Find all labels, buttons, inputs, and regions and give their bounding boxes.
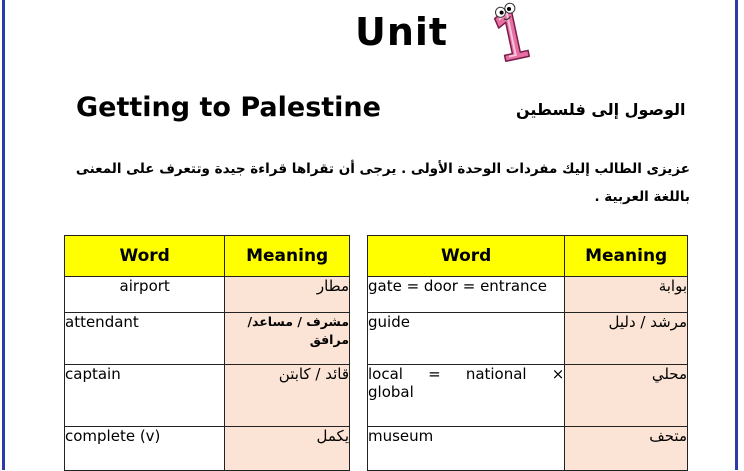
meaning-cell: مشرف / مساعد/ مرافق: [225, 313, 350, 365]
word-cell: complete (v): [65, 427, 225, 471]
word-cell: gate = door = entrance: [368, 277, 565, 313]
word-cell: museum: [368, 427, 565, 471]
word-part: global: [368, 383, 414, 401]
meaning-cell: يكمل: [225, 427, 350, 471]
lesson-title: Getting to Palestine: [76, 92, 381, 123]
table-row: [65, 427, 350, 471]
unit-title: Unit: [355, 10, 449, 54]
meaning-cell: بوابة: [565, 277, 688, 313]
table-row: [368, 277, 688, 313]
table-header-row: [65, 236, 350, 277]
word-part: =: [428, 365, 441, 383]
word-part: local: [368, 365, 403, 383]
meaning-cell: متحف: [565, 427, 688, 471]
table-row: [368, 313, 688, 365]
meaning-column-header: Meaning: [225, 236, 350, 277]
unit-number-badge-icon: [478, 2, 540, 64]
word-cell: captain: [65, 365, 225, 427]
intro-paragraph: عزيزى الطالب إليك مفردات الوحدة الأولى . يرجى أن تقراها قراءة جيدة وتتعرف على المعنى باللغة العربية .: [75, 161, 690, 205]
vocab-table-right: [367, 235, 688, 471]
vocab-table-left: [64, 235, 350, 471]
meaning-cell: مرشد / دليل: [565, 313, 688, 365]
meaning-cell: محلي: [565, 365, 688, 427]
meaning-cell: مطار: [225, 277, 350, 313]
word-cell: [368, 365, 565, 427]
table-row: [368, 427, 688, 471]
word-column-header: Word: [368, 236, 565, 277]
meaning-column-header: Meaning: [565, 236, 688, 277]
word-cell: airport: [65, 277, 225, 313]
table-row: [368, 365, 688, 427]
table-row: [65, 313, 350, 365]
word-part: national: [465, 365, 527, 383]
lesson-title-arabic: الوصول إلى فلسطين: [516, 100, 686, 119]
word-part: ×: [551, 365, 565, 383]
word-cell: guide: [368, 313, 565, 365]
table-header-row: [368, 236, 688, 277]
table-row: [65, 277, 350, 313]
meaning-cell: قائد / كابتن: [225, 365, 350, 427]
word-column-header: Word: [65, 236, 225, 277]
word-cell: attendant: [65, 313, 225, 365]
table-row: [65, 365, 350, 427]
